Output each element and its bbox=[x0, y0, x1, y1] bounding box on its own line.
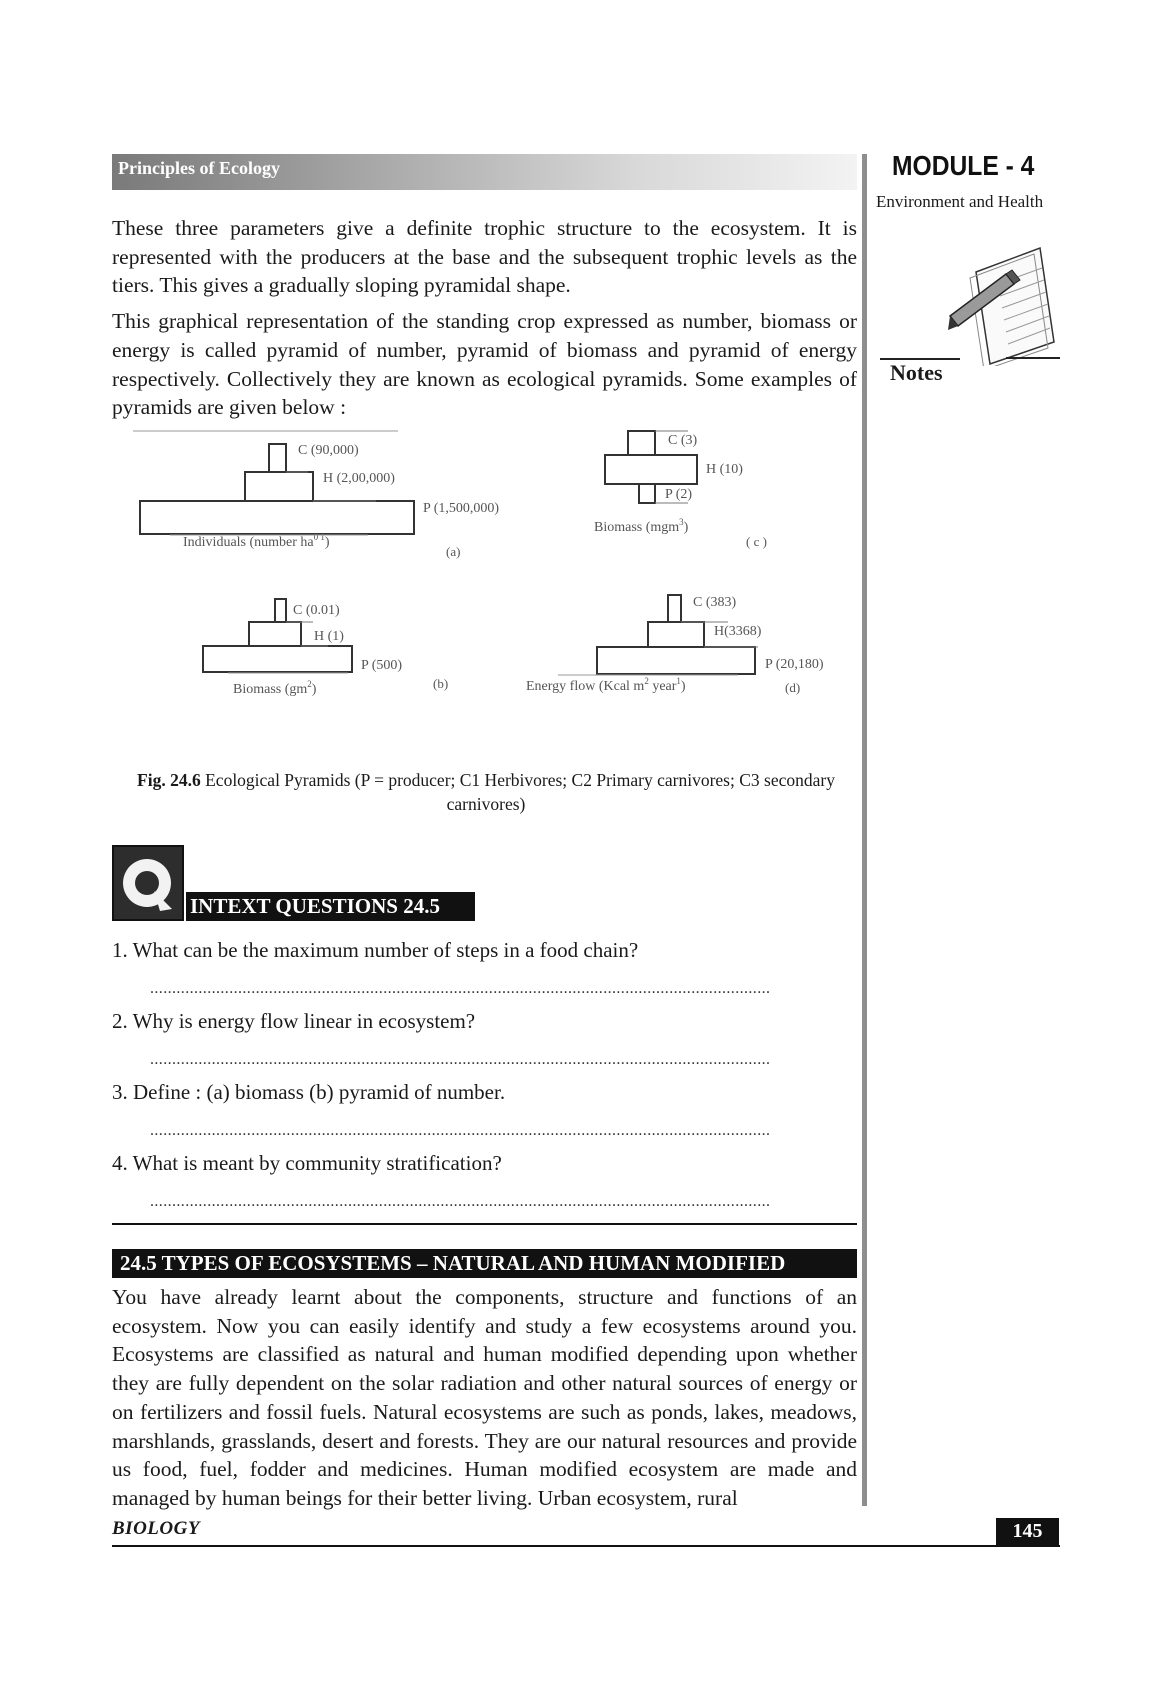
intext-questions-title: INTEXT QUESTIONS 24.5 bbox=[186, 892, 475, 921]
pyramid-c-herbivore-tier bbox=[605, 455, 697, 484]
pyramid-c-axis-label: Biomass (mgm$^3$) bbox=[594, 517, 689, 535]
intro-paragraph-1: These three parameters give a definite trophic structure to the ecosystem. It is represented with the producers at the base and the subsequent trophic levels as the tiers. This gives a gradually sloping pyramidal shape. bbox=[112, 216, 857, 298]
module-subtitle: Environment and Health bbox=[876, 192, 1044, 211]
answer-line-2: ............................................................................................................................................. bbox=[150, 1051, 771, 1068]
question-3: 3. Define : (a) biomass (b) pyramid of number. bbox=[112, 1080, 506, 1104]
pyramid-b-p-label: P (500) bbox=[361, 658, 403, 673]
footer-rule bbox=[112, 1545, 1060, 1547]
pyramid-b-producer-tier bbox=[203, 646, 352, 672]
pyramid-b-h-label: H (1) bbox=[314, 629, 344, 644]
pyramid-b-carnivore-tier bbox=[275, 599, 286, 622]
pyramid-a-p-label: P (1,500,000) bbox=[423, 501, 500, 516]
notes-label: Notes bbox=[890, 360, 943, 385]
pyramid-c-carnivore-tier bbox=[628, 431, 655, 455]
ecological-pyramids-figure bbox=[128, 428, 858, 728]
pyramid-c-c-label: C (3) bbox=[668, 433, 698, 448]
pyramid-c-p-label: P (2) bbox=[665, 487, 693, 502]
pyramid-d-herbivore-tier bbox=[648, 622, 704, 647]
question-mark-icon bbox=[112, 845, 184, 921]
pyramid-d-axis-label: Energy flow (Kcal $m^2$ year$^1$) bbox=[526, 676, 686, 694]
pyramid-d-carnivore-tier bbox=[668, 595, 681, 622]
section-heading: 24.5 TYPES OF ECOSYSTEMS – NATURAL AND HUMAN MODIFIED bbox=[112, 1249, 857, 1278]
pyramid-b-herbivore-tier bbox=[249, 622, 301, 646]
intro-text bbox=[112, 214, 857, 422]
pyramid-d-c-label: C (383) bbox=[693, 595, 737, 610]
answer-line-3: ............................................................................................................................................. bbox=[150, 1122, 771, 1139]
pyramid-a-producer-tier bbox=[140, 501, 414, 534]
figure-caption bbox=[130, 768, 842, 816]
pyramid-d-p-label: P (20,180) bbox=[765, 657, 824, 672]
question-1: 1. What can be the maximum number of steps in a food chain? bbox=[112, 938, 639, 962]
intext-end-rule bbox=[112, 1223, 857, 1225]
margin-divider bbox=[862, 154, 867, 1506]
pyramid-a-herbivore-tier bbox=[245, 472, 313, 501]
pyramid-b-axis-label: Biomass $(gm^2)$ bbox=[233, 679, 317, 697]
pyramid-a-carnivore-tier bbox=[269, 444, 286, 472]
question-2: 2. Why is energy flow linear in ecosystem? bbox=[112, 1009, 476, 1033]
pyramid-b-c-label: C (0.01) bbox=[293, 603, 340, 618]
pyramid-a-axis-label: Individuals (number $ha^{0 1}$) bbox=[183, 532, 330, 550]
pyramid-b-tag: (b) bbox=[433, 676, 449, 691]
pyramid-a-h-label: H (2,00,000) bbox=[323, 471, 395, 486]
pyramid-d-tag: (d) bbox=[785, 680, 801, 695]
section-body: You have already learnt about the components, structure and functions of an ecosystem. Now you can easily identify and study a few ecosystems around you. Ecosystems are classified as natural and human modified depending upon whether they are fully dependent on the solar radiation and other natural sources of energy or on fertilizers and fossil fuels. Natural ecosystems are such as ponds, lakes, meadows, marshlands, grasslands, desert and forests. They are our natural resources and provide us food, fuel, fodder and medicines. Human modified ecosystem are made and managed by human beings for their better living. Urban ecosystem, rural bbox=[112, 1285, 857, 1510]
page-number: 145 bbox=[996, 1518, 1059, 1547]
pyramid-a bbox=[140, 444, 414, 534]
pyramid-c-producer-tier bbox=[639, 484, 655, 503]
pyramid-d-producer-tier bbox=[597, 647, 755, 674]
caption-text: Ecological Pyramids (P = producer; C1 Herbivores; C2 Primary carnivores; C3 secondary carnivores) bbox=[200, 770, 835, 814]
notes-rule-right bbox=[1006, 357, 1060, 359]
module-title: MODULE - 4 bbox=[892, 150, 1035, 181]
notepad-pencil-icon bbox=[948, 244, 1060, 366]
pyramid-a-c-label: C (90,000) bbox=[298, 443, 359, 458]
question-4: 4. What is meant by community stratification? bbox=[112, 1151, 502, 1175]
section-header-title: Principles of Ecology bbox=[118, 158, 280, 178]
footer-subject: BIOLOGY bbox=[112, 1518, 200, 1539]
pyramid-d-h-label: H(3368) bbox=[714, 624, 762, 639]
pyramid-c-h-label: H (10) bbox=[706, 462, 743, 477]
answer-line-4: ............................................................................................................................................. bbox=[150, 1193, 771, 1210]
intro-paragraph-2: This graphical representation of the standing crop expressed as number, biomass or energy is called pyramid of number, pyramid of biomass and pyramid of energy respectively. Collectively they are known as ecological pyramids. Some examples of pyramids are given below : bbox=[112, 309, 857, 420]
pyramid-c-tag: ( c ) bbox=[746, 534, 767, 549]
answer-line-1: ............................................................................................................................................. bbox=[150, 980, 771, 997]
pyramid-a-tag: (a) bbox=[446, 544, 461, 559]
caption-label: Fig. 24.6 bbox=[137, 770, 201, 790]
